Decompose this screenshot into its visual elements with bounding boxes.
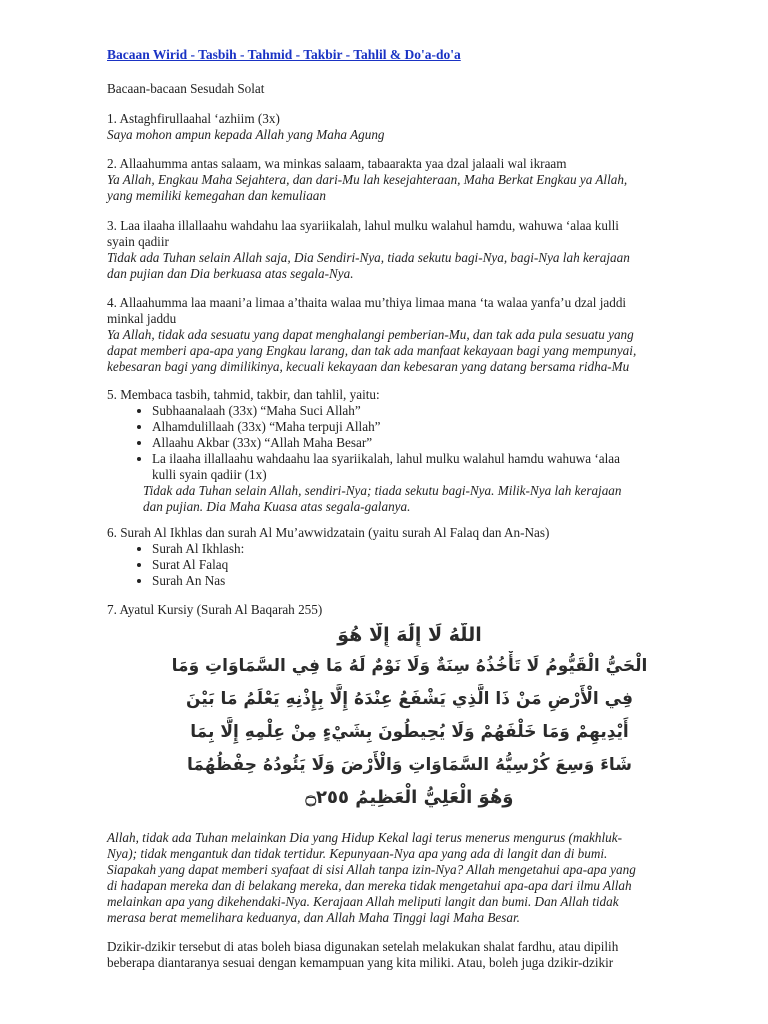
section-2-translation-2: yang memiliki kemegahan dan kemuliaan xyxy=(107,188,326,203)
list-item: • Surah Al Ikhlash: xyxy=(152,541,707,557)
section-4-text-2: minkal jaddu xyxy=(107,311,177,326)
section-4-text-1: 4. Allaahumma laa maani’a limaa a’thaita walaa mu’thiya limaa mana ‘ta walaa yanfa’u dzal jaddi xyxy=(107,295,627,310)
list-item: • Allaahu Akbar (33x) “Allah Maha Besar” xyxy=(152,435,707,451)
arabic-line-4: أَيْدِيهِمْ وَمَا خَلْفَهُمْ وَلَا يُحِيطُونَ بِشَيْءٍ مِنْ عِلْمِهِ إِلَّا بِمَا xyxy=(190,722,629,742)
section-4-translation-2: dapat memberi apa-apa yang Engkau larang, dan tak ada manfaat kekayaan bagi yang mempunyai, xyxy=(107,343,637,358)
section-1-text: 1. Astaghfirullaahal ‘azhiim (3x) xyxy=(107,111,280,126)
section-7-translation-4: di hadapan mereka dan di belakang mereka, dan mereka tidak mengetahui apa-apa dari ilmu Allah xyxy=(107,878,632,893)
section-4-translation-3: kebesaran bagi yang dimilikinya, kecuali kekayaan dan kebesaran yang datang bersama ridha-Mu xyxy=(107,359,630,374)
ayatul-kursi-image xyxy=(143,621,676,817)
list-item: • Surah An Nas xyxy=(152,573,707,589)
arabic-line-2: الْحَيُّ الْقَيُّومُ لَا تَأْخُذُهُ سِنَةٌ وَلَا نَوْمٌ لَهُ مَا فِي السَّمَاوَاتِ وَمَا xyxy=(171,656,648,676)
section-3-translation-2: dan pujian dan Dia berkuasa atas segala-Nya. xyxy=(107,266,354,281)
section-5-list xyxy=(107,403,707,483)
closing-line-2: beberapa diantaranya sesuai dengan kemampuan yang kita miliki. Atau, boleh juga dzikir-dzikir xyxy=(107,955,614,970)
section-4 xyxy=(107,295,707,375)
section-1 xyxy=(107,111,707,143)
section-7-heading: 7. Ayatul Kursiy (Surah Al Baqarah 255) xyxy=(107,602,323,617)
subtitle: Bacaan-bacaan Sesudah Solat xyxy=(107,81,265,96)
section-6-text: 6. Surah Al Ikhlas dan surah Al Mu’awwidzatain (yaitu surah Al Falaq dan An-Nas) xyxy=(107,525,550,540)
section-3 xyxy=(107,218,707,282)
section-6-list xyxy=(107,541,707,589)
section-5 xyxy=(107,387,707,515)
section-5-translation-2: dan pujian. Dia Maha Kuasa atas segala-galanya. xyxy=(143,499,411,514)
section-1-translation: Saya mohon ampun kepada Allah yang Maha Agung xyxy=(107,127,385,142)
arabic-line-3: فِي الْأَرْضِ مَنْ ذَا الَّذِي يَشْفَعُ عِنْدَهُ إِلَّا بِإِذْنِهِ يَعْلَمُ مَا بَيْنَ xyxy=(186,689,633,709)
list-item: • La ilaaha illallaahu wahdaahu laa syariikalah, lahul mulku walahul hamdu wahuwa ‘alaa kulli syain qadiir (1x) xyxy=(152,451,707,483)
closing-paragraph xyxy=(107,939,707,971)
section-3-text-2: syain qadiir xyxy=(107,234,169,249)
section-6 xyxy=(107,525,707,589)
section-7-translation-3: Siapakah yang dapat memberi syafaat di sisi Allah tanpa izin-Nya? Allah mengetahui apa-apa yang xyxy=(107,862,636,877)
list-item: • Surat Al Falaq xyxy=(152,557,707,573)
section-7-translation-6: merasa berat memelihara keduanya, dan Allah Maha Tinggi lagi Maha Besar. xyxy=(107,910,520,925)
section-2-text: 2. Allaahumma antas salaam, wa minkas salaam, tabaarakta yaa dzal jalaali wal ikraam xyxy=(107,156,567,171)
section-3-text-1: 3. Laa ilaaha illallaahu wahdahu laa syariikalah, lahul mulku walahul hamdu, wahuwa ‘alaa kulli xyxy=(107,218,619,233)
list-item: • Alhamdulillaah (33x) “Maha terpuji Allah” xyxy=(152,419,707,435)
section-7-translation-1: Allah, tidak ada Tuhan melainkan Dia yang Hidup Kekal lagi terus menerus mengurus (makhluk- xyxy=(107,830,622,845)
section-2-translation-1: Ya Allah, Engkau Maha Sejahtera, dan dari-Mu lah kesejahteraan, Maha Berkat Engkau ya Allah, xyxy=(107,172,628,187)
list-item: • Subhaanalaah (33x) “Maha Suci Allah” xyxy=(152,403,707,419)
section-5-translation-1: Tidak ada Tuhan selain Allah, sendiri-Nya; tiada sekutu bagi-Nya. Milik-Nya lah kerajaan xyxy=(143,483,622,498)
arabic-line-1: اللَّهُ لَا إِلَٰهَ إِلَّا هُوَ xyxy=(337,624,482,646)
section-3-translation-1: Tidak ada Tuhan selain Allah saja, Dia Sendiri-Nya, tiada sekutu bagi-Nya, bagi-Nya lah kerajaan xyxy=(107,250,630,265)
section-4-translation-1: Ya Allah, tidak ada sesuatu yang dapat menghalangi pemberian-Mu, dan tak ada pula sesuatu yang xyxy=(107,327,634,342)
section-7-translation-2: Nya); tidak mengantuk dan tidak tertidur. Kepunyaan-Nya apa yang ada di langit dan di bumi. xyxy=(107,846,608,861)
arabic-line-5: شَاءَ وَسِعَ كُرْسِيُّهُ السَّمَاوَاتِ وَالْأَرْضَ وَلَا يَئُودُهُ حِفْظُهُمَا xyxy=(186,755,633,775)
arabic-line-6: وَهُوَ الْعَلِيُّ الْعَظِيمُ ۝٢٥٥ xyxy=(305,787,514,808)
section-7-translation-5: melainkan apa yang dikehendaki-Nya. Kerajaan Allah meliputi langit dan bumi. Dan Allah tidak xyxy=(107,894,619,909)
section-7-translation xyxy=(107,830,707,926)
closing-line-1: Dzikir-dzikir tersebut di atas boleh biasa digunakan setelah melakukan shalat fardhu, atau dipilih xyxy=(107,939,619,954)
section-2 xyxy=(107,156,707,204)
document-title[interactable]: Bacaan Wirid - Tasbih - Tahmid - Takbir - Tahlil & Do'a-do'a xyxy=(107,47,461,62)
section-5-text: 5. Membaca tasbih, tahmid, takbir, dan tahlil, yaitu: xyxy=(107,387,380,402)
